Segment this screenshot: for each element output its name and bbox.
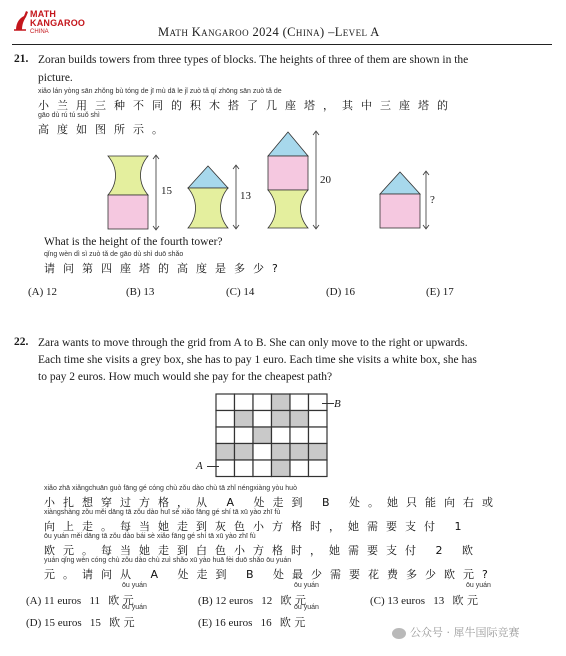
q21-pinyin-2: gāo dù rú tú suǒ shì xyxy=(38,112,100,119)
grid-cell-grey xyxy=(235,411,254,428)
option-pinyin: ōu yuán xyxy=(122,582,147,589)
grid-arrow-a xyxy=(207,466,219,467)
q22-grid xyxy=(196,392,346,482)
option-pinyin: ōu yuán xyxy=(294,582,319,589)
watermark xyxy=(392,624,520,640)
grid-cell-white xyxy=(253,411,272,428)
grid-cell-grey xyxy=(253,427,272,444)
tower-1-height: 15 xyxy=(161,185,172,197)
q21-number: 21. xyxy=(14,53,29,65)
header-rule xyxy=(12,44,552,45)
tower-3-height: 20 xyxy=(320,174,331,186)
q22-chinese-3: 欧元。每当她走到白色小方格时，她需要支付 2 欧 xyxy=(44,544,481,557)
grid-cell-white xyxy=(216,394,235,411)
grid-cell-white xyxy=(290,427,309,444)
grid-cell-grey xyxy=(272,394,291,411)
q21-towers-figure xyxy=(100,128,440,233)
q22-pinyin-2: xiàngshàng zǒu měi dāng tā zǒu dào huī sè xiǎo fāng gé shí tā xū yào zhī fù xyxy=(44,509,281,516)
grid-cell-white xyxy=(290,460,309,477)
grid-cell-grey xyxy=(235,444,254,461)
q22-option-e[interactable] xyxy=(198,604,348,634)
grid-label-b: B xyxy=(334,398,341,410)
q21-text-line2: picture. xyxy=(38,72,73,84)
q22-number: 22. xyxy=(14,336,29,348)
grid-cell-white xyxy=(235,460,254,477)
watermark-text: 公众号 · 犀牛国际竞赛 xyxy=(410,626,520,639)
q21-option-b[interactable]: (B) 13 xyxy=(126,286,155,298)
option-pinyin: ōu yuán xyxy=(466,582,491,589)
q22-pinyin-4: yuán qǐng wèn cóng chù zǒu dào chù zuì shǎo xū yào huā fèi duō shǎo ōu yuán xyxy=(44,557,292,564)
grid-cell-grey xyxy=(309,444,328,461)
grid-cell-white xyxy=(309,427,328,444)
page-title: Math Kangaroo 2024 (China) –Level A xyxy=(158,25,380,39)
q21-chinese-1: 小兰用三种不同的积木搭了几座塔，其中三座塔的 xyxy=(38,99,456,112)
kangaroo-logo-icon xyxy=(12,8,30,32)
wechat-icon xyxy=(392,628,406,639)
grid-cell-white xyxy=(253,444,272,461)
grid-label-a: A xyxy=(196,460,203,472)
grid-cell-white xyxy=(290,394,309,411)
q22-chinese-4: 元。请问从 A 处走到 B 处最少需要花费多少欧元? xyxy=(44,568,496,581)
option-text: (A) 11 euros 11 欧 元 xyxy=(26,594,134,607)
q21-pinyin-3: qǐng wèn dì sì zuò tǎ de gāo dù shì duō shǎo xyxy=(44,251,184,258)
grid-cell-white xyxy=(235,427,254,444)
q22-text-line2: Each time she visits a grey box, she has to pay 1 euro. Each time she visits a white box, she has xyxy=(38,354,477,366)
option-pinyin: ōu yuán xyxy=(294,604,319,611)
tower-4-height: ? xyxy=(430,194,435,206)
grid-cell-grey xyxy=(290,444,309,461)
q21-option-e[interactable]: (E) 17 xyxy=(426,286,454,298)
grid-cell-white xyxy=(309,411,328,428)
option-text: (D) 15 euros 15 欧 元 xyxy=(26,616,135,629)
grid-cell-white xyxy=(272,427,291,444)
q21-pinyin-1: xiǎo lán yòng sān zhǒng bù tóng de jī mù dā le jǐ zuò tǎ qí zhōng sān zuò tǎ de xyxy=(38,88,282,95)
option-text: (C) 13 euros 13 欧 元 xyxy=(370,594,478,607)
grid-cell-white xyxy=(309,460,328,477)
grid-cell-white xyxy=(235,394,254,411)
logo-text-kangaroo: KANGAROO xyxy=(30,18,86,28)
q22-pinyin-1: xiǎo zhā xiǎngchuān guò fāng gé cóng chù zǒu dào chù tā zhǐ néngxiàng yòu huò xyxy=(44,485,297,492)
q22-text-line3: to pay 2 euros. How much would she pay for the cheapest path? xyxy=(38,371,333,383)
grid-cell-white xyxy=(253,460,272,477)
q22-pinyin-3: ōu yuán měi dāng tā zǒu dào bái sè xiǎo fāng gé shí tā xū yào zhī fù xyxy=(44,533,256,540)
tower-1 xyxy=(108,155,159,230)
grid-arrow-b xyxy=(322,403,334,404)
option-pinyin: ōu yuán xyxy=(122,604,147,611)
tower-2-height: 13 xyxy=(240,190,251,202)
q22-text-line1: Zara wants to move through the grid from A to B. She can only move to the right or upwards. xyxy=(38,337,468,349)
grid-cell-grey xyxy=(272,444,291,461)
q21-option-d[interactable]: (D) 16 xyxy=(326,286,356,298)
q21-text-line1: Zoran builds towers from three types of blocks. The heights of three of them are shown in the xyxy=(38,54,469,66)
q22-chinese-2: 向上走。每当她走到灰色小方格时，她需要支付 1 xyxy=(44,520,470,533)
option-text: (E) 16 euros 16 欧 元 xyxy=(198,616,306,629)
grid-cell-white xyxy=(253,394,272,411)
q22-option-d[interactable] xyxy=(26,604,176,634)
grid-cell-white xyxy=(216,460,235,477)
tower-3 xyxy=(268,131,319,229)
grid-cell-grey xyxy=(272,411,291,428)
logo-text-math: MATH xyxy=(30,9,57,19)
logo xyxy=(12,8,92,36)
q21-option-a[interactable]: (A) 12 xyxy=(28,286,58,298)
grid-cell-grey xyxy=(272,460,291,477)
q21-chinese-2: 高度如图所示。 xyxy=(38,123,171,136)
grid-cell-white xyxy=(216,411,235,428)
q21-option-c[interactable]: (C) 14 xyxy=(226,286,255,298)
tower-4 xyxy=(380,171,429,229)
q21-chinese-3: 请问第四座塔的高度是多少? xyxy=(44,262,286,275)
option-text: (B) 12 euros 12 欧 元 xyxy=(198,594,306,607)
logo-text-china: CHINA xyxy=(30,29,49,35)
grid-cell-grey xyxy=(290,411,309,428)
grid-cell-white xyxy=(216,427,235,444)
tower-2 xyxy=(188,165,239,229)
grid-cell-grey xyxy=(216,444,235,461)
q21-question: What is the height of the fourth tower? xyxy=(44,236,223,248)
q22-option-c[interactable] xyxy=(370,582,540,612)
q22-chinese-1: 小扎想穿过方格，从 A 处走到 B 处。她只能向右或 xyxy=(44,496,502,509)
